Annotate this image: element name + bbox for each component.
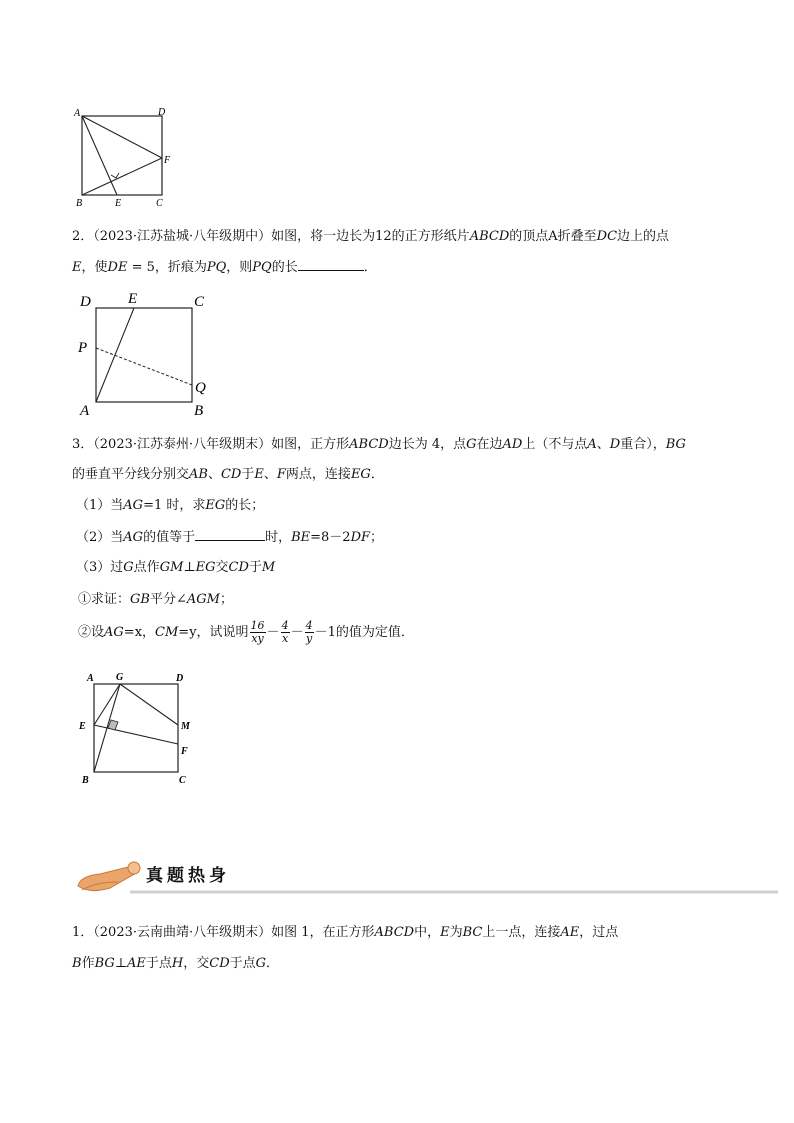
segment-ae bbox=[82, 116, 117, 195]
segment-bf bbox=[82, 158, 162, 195]
problem-3-sub-2: ②设AG=x，CM=y，试说明 $\frac{16}{xy}$ － $\frac{4}{x}$ － $\frac{4}{y}$ －1的值为定值． bbox=[78, 619, 414, 645]
problem-3-question-1: （1）当AG=1 时，求EG的长； bbox=[76, 498, 265, 513]
problem-2-line-1: 2．（2023·江苏盐城·八年级期中）如图，将一边长为12的正方形纸片ABCD的顶点A折叠至DC边上的点 bbox=[72, 229, 670, 244]
right-angle-mark bbox=[108, 720, 118, 730]
label-a: A bbox=[74, 108, 81, 119]
problem-last-source: （2023·云南曲靖·八年级期末） bbox=[93, 925, 272, 940]
label-b: B bbox=[194, 403, 204, 419]
problem-3-question-2: （2）当AG的值等于 时，BE=8－2DF； bbox=[76, 530, 384, 545]
figure-1-square-diagram bbox=[70, 104, 180, 210]
fraction-16-over-xy: $\frac{16}{xy}$ bbox=[250, 619, 265, 645]
square-abcd bbox=[96, 308, 192, 402]
fraction-4-over-y: $\frac{4}{y}$ bbox=[305, 619, 313, 645]
label-p: P bbox=[78, 340, 88, 356]
answer-blank[interactable] bbox=[298, 258, 364, 271]
label-d: D bbox=[80, 294, 91, 310]
problem-3-question-3: （3）过G点作GM⊥EG交CD于M bbox=[76, 560, 276, 575]
label-f: F bbox=[181, 746, 188, 757]
label-b: B bbox=[76, 198, 83, 209]
label-e: E bbox=[128, 291, 138, 307]
label-m: M bbox=[181, 721, 190, 732]
label-a: A bbox=[87, 673, 94, 684]
label-f: F bbox=[164, 155, 171, 166]
figure-2-folding-diagram bbox=[74, 288, 214, 420]
problem-3-line-2: 的垂直平分线分别交AB、CD于E、F两点，连接EG． bbox=[72, 467, 384, 482]
square-abcd bbox=[82, 116, 162, 195]
problem-3-sub-1: ①求证：GB平分∠AGM； bbox=[78, 592, 233, 607]
segment-eg bbox=[94, 684, 120, 725]
fraction-4-over-x: $\frac{4}{x}$ bbox=[281, 619, 289, 645]
problem-3-source: （2023·江苏泰州·八年级期末） bbox=[93, 437, 272, 452]
label-e: E bbox=[79, 721, 86, 732]
label-q: Q bbox=[195, 380, 206, 396]
label-d: D bbox=[158, 107, 166, 118]
answer-blank[interactable] bbox=[195, 528, 265, 541]
label-b: B bbox=[82, 775, 89, 786]
label-e: E bbox=[115, 198, 122, 209]
label-c: C bbox=[194, 294, 205, 310]
scroll-icon bbox=[78, 862, 140, 891]
label-c: C bbox=[179, 775, 186, 786]
problem-2-line-2: E，使DE = 5，折痕为PQ，则PQ的长 ． bbox=[72, 260, 377, 275]
label-c: C bbox=[156, 198, 163, 209]
segment-gm bbox=[120, 684, 178, 725]
label-g: G bbox=[116, 672, 124, 683]
problem-2-source: （2023·江苏盐城·八年级期中） bbox=[93, 229, 272, 244]
problem-last-line-2: B作BG⊥AE于点H，交CD于点G． bbox=[72, 956, 280, 971]
figure-3-square-diagram bbox=[74, 666, 204, 790]
label-a: A bbox=[80, 403, 90, 419]
segment-af bbox=[82, 116, 162, 158]
right-angle-mark bbox=[111, 173, 119, 178]
section-title: 真题热身 bbox=[146, 866, 230, 886]
problem-3-line-1: 3．（2023·江苏泰州·八年级期末）如图，正方形ABCD边长为 4，点G在边AD上（不与点A、D重合），BG bbox=[72, 437, 686, 452]
segment-ef bbox=[94, 725, 178, 744]
problem-last-line-1: 1．（2023·云南曲靖·八年级期末）如图 1，在正方形ABCD中，E为BC上一点，连接AE，过点 bbox=[72, 925, 619, 940]
label-d: D bbox=[176, 673, 184, 684]
